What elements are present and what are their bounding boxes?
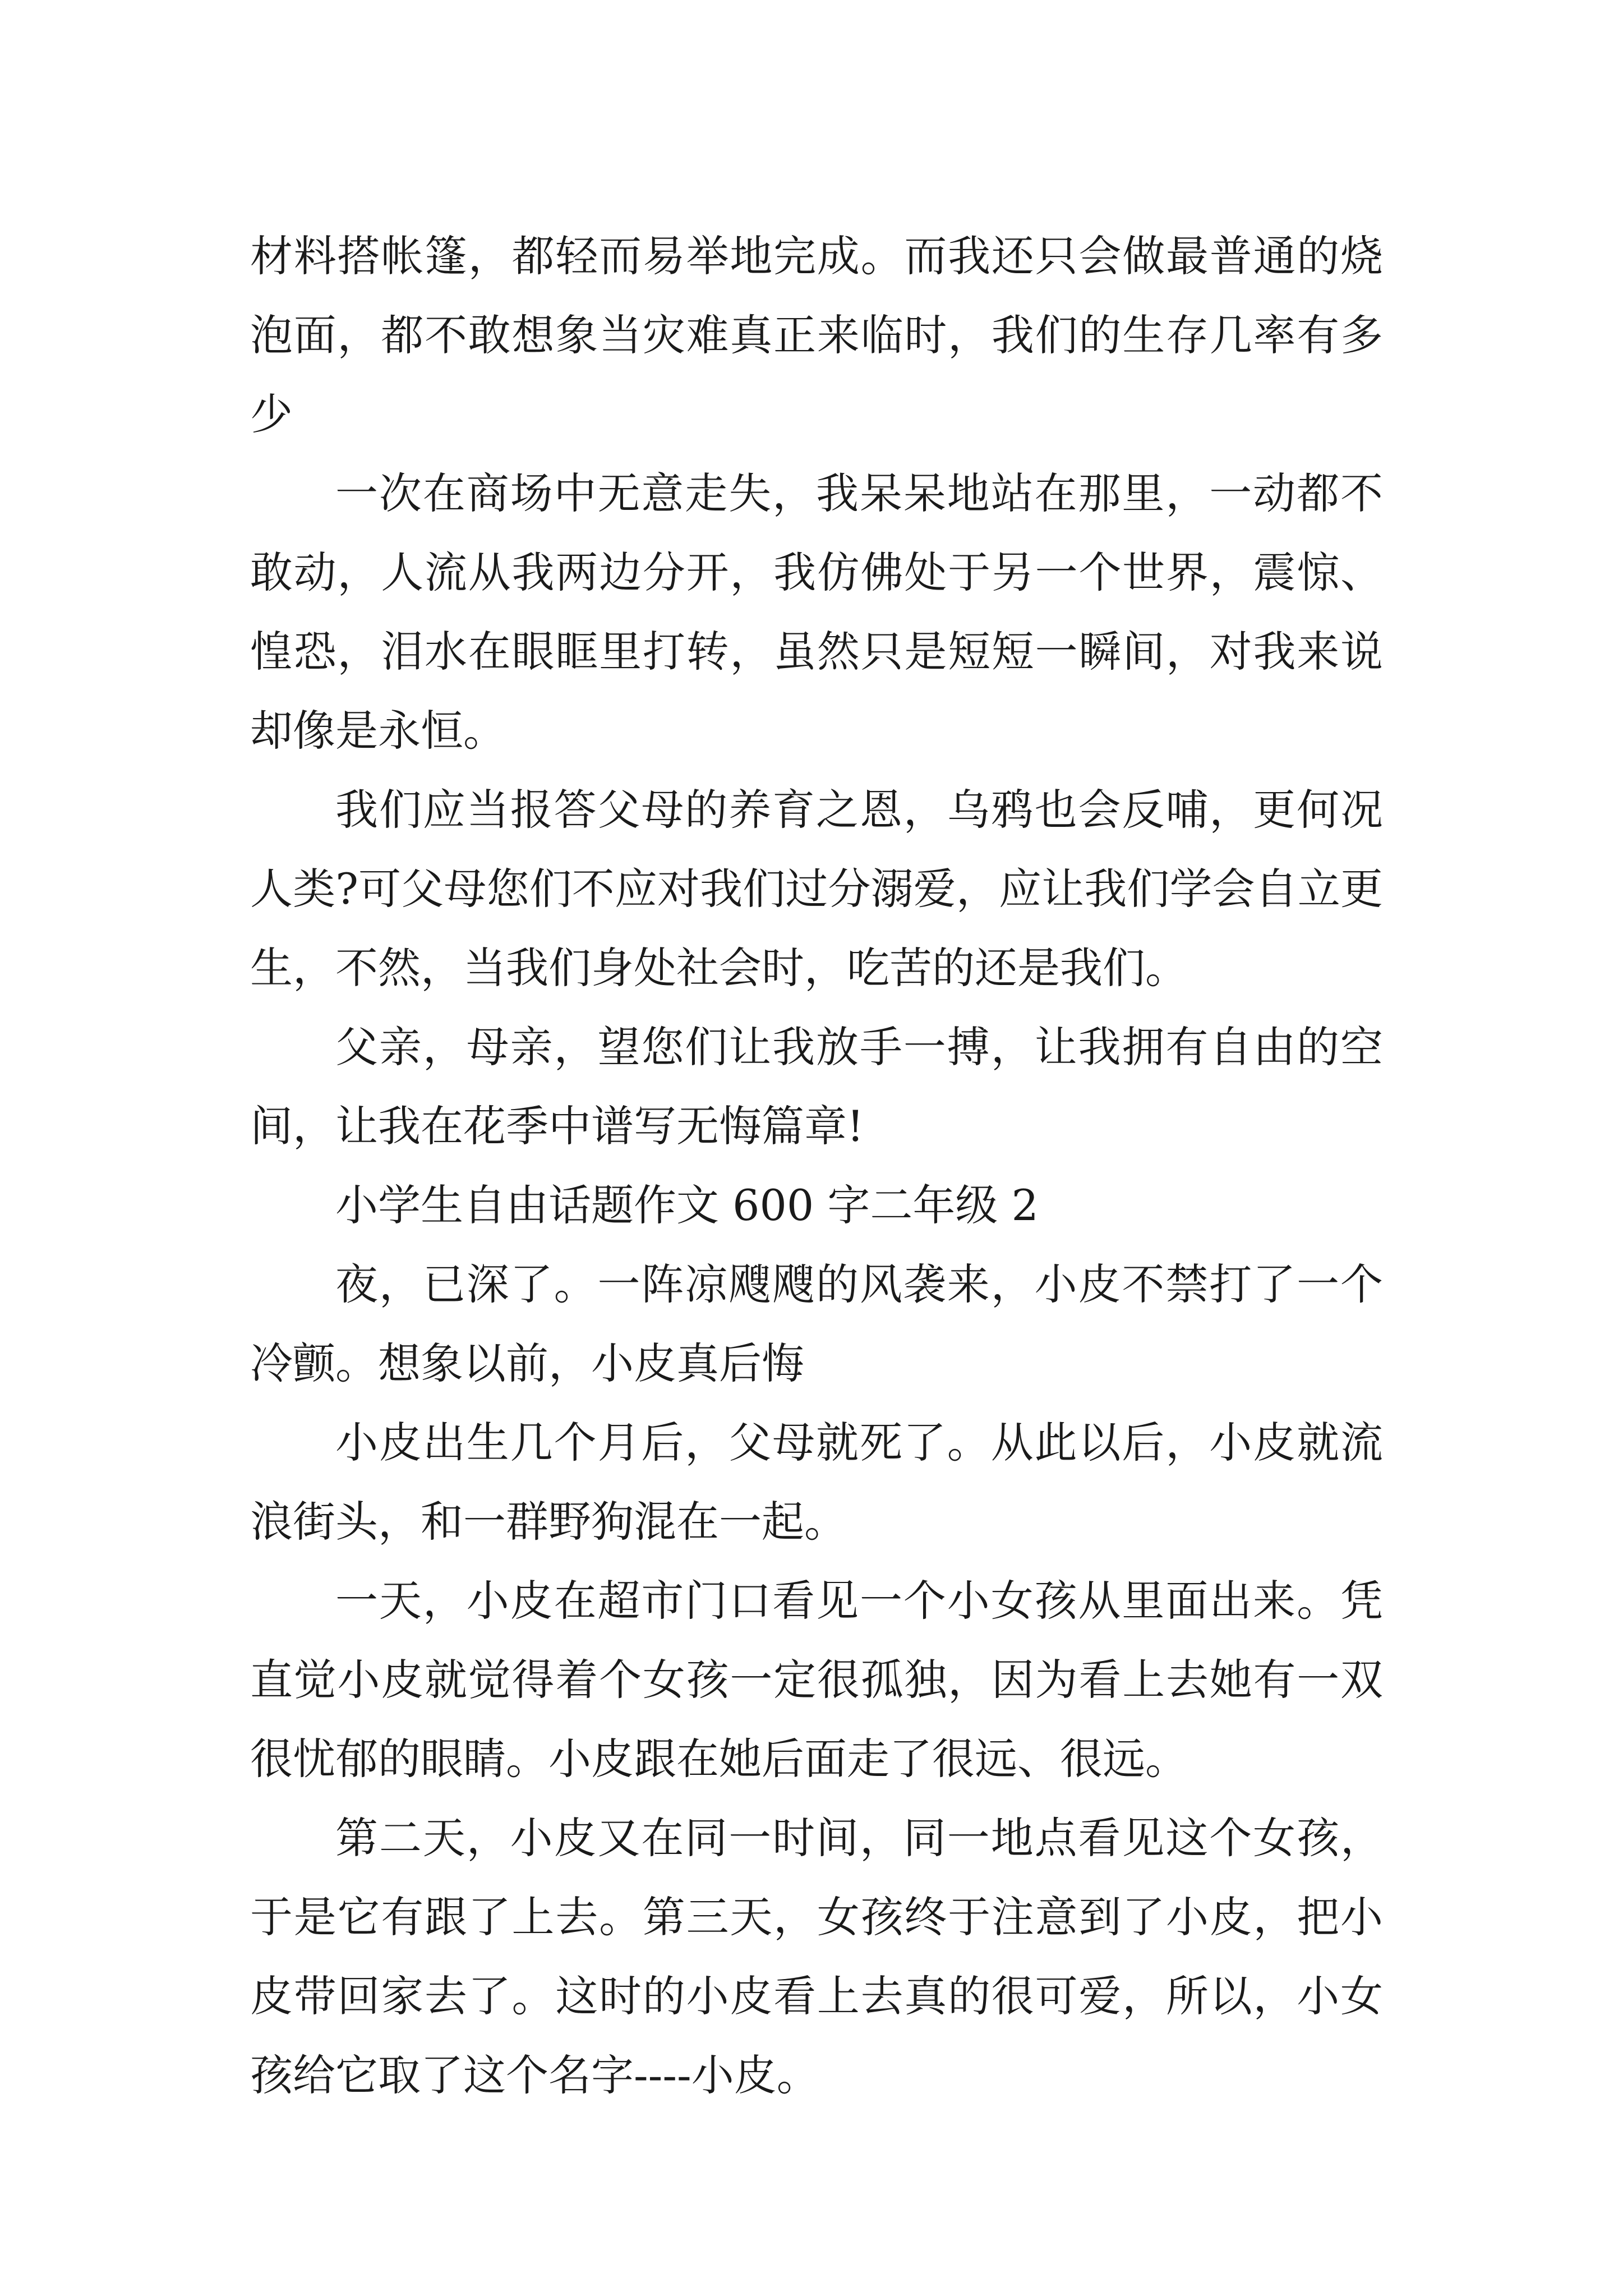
paragraph: 我们应当报答父母的养育之恩，乌鸦也会反哺，更何况人类?可父母您们不应对我们过分溺爱，应让我们学会自立更生，不然，当我们身处社会时，吃苦的还是我们。 [250,785,1383,993]
paragraph: 小皮出生几个月后，父母就死了。从此以后，小皮就流浪街头，和一群野狗混在一起。 [250,1418,1383,1547]
paragraph: 材料搭帐篷，都轻而易举地完成。而我还只会做最普通的烧泡面，都不敢想象当灾难真正来临时，我们的生存几率有多少 [250,231,1383,439]
section-heading: 小学生自由话题作文 600 字二年级 2 [335,1180,1039,1230]
paragraph: 父亲，母亲，望您们让我放手一搏，让我拥有自由的空间，让我在花季中谱写无悔篇章! [250,1022,1383,1151]
article-body [250,217,1383,2115]
paragraph: 第二天，小皮又在同一时间，同一地点看见这个女孩，于是它有跟了上去。第三天，女孩终于注意到了小皮，把小皮带回家去了。这时的小皮看上去真的很可爱，所以，小女孩给它取了这个名字----小皮。 [250,1813,1383,2100]
paragraph: 夜，已深了。一阵凉飕飕的风袭来，小皮不禁打了一个冷颤。想象以前，小皮真后悔 [250,1259,1383,1388]
paragraph: 一次在商场中无意走失，我呆呆地站在那里，一动都不敢动，人流从我两边分开，我仿佛处于另一个世界，震惊、惶恐，泪水在眼眶里打转，虽然只是短短一瞬间，对我来说却像是永恒。 [250,468,1383,756]
paragraph: 一天，小皮在超市门口看见一个小女孩从里面出来。凭直觉小皮就觉得着个女孩一定很孤独，因为看上去她有一双很忧郁的眼睛。小皮跟在她后面走了很远、很远。 [250,1576,1383,1784]
